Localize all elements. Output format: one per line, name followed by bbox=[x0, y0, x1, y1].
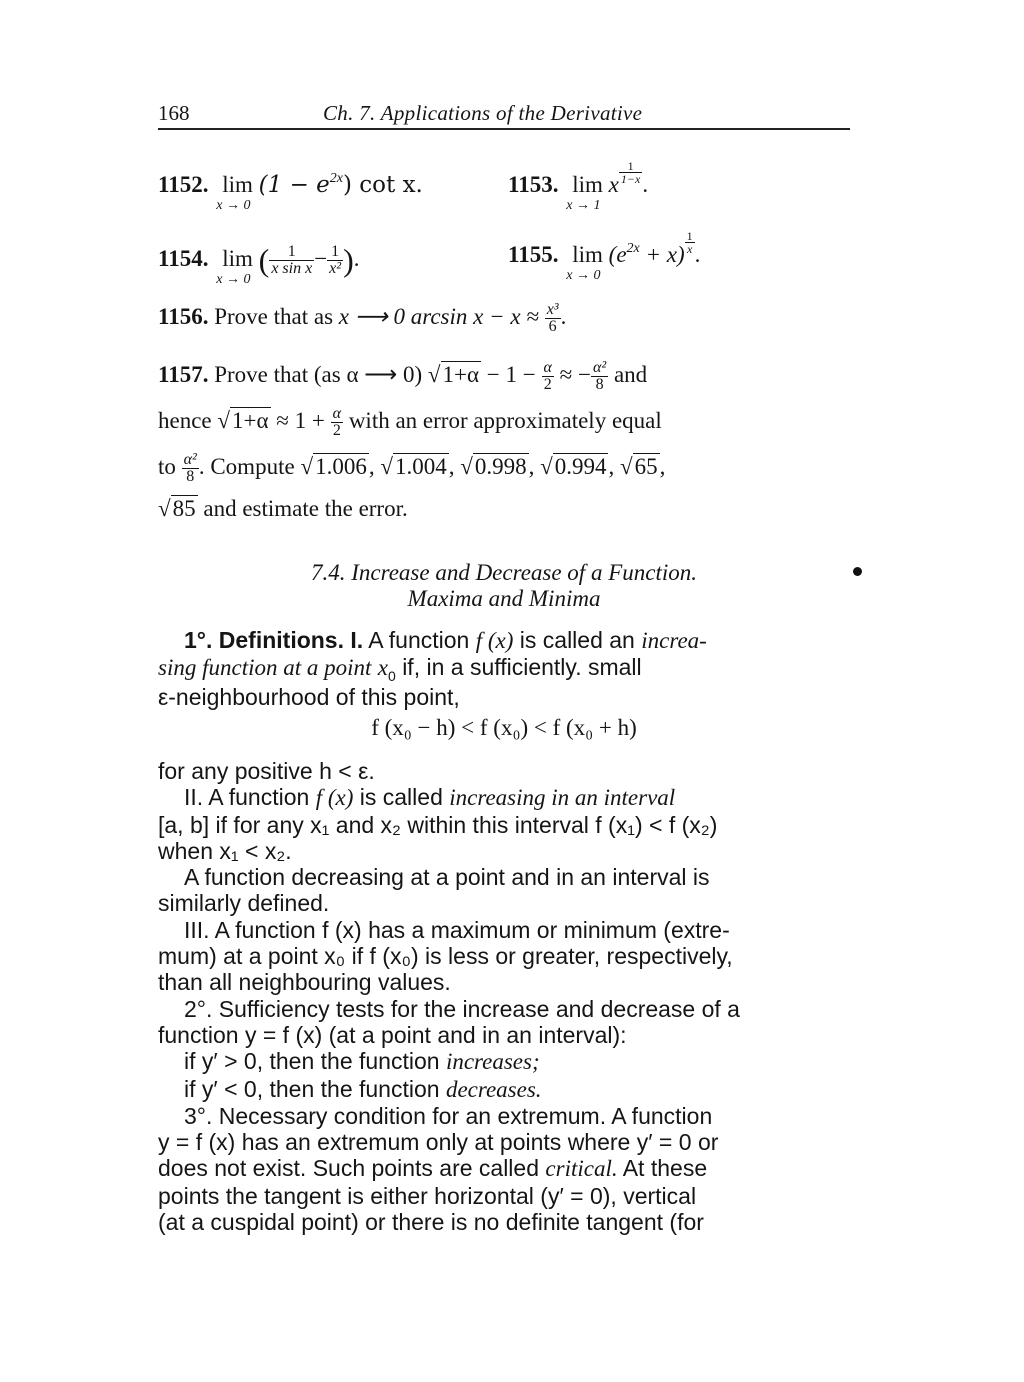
section-title-line1: 7.4. Increase and Decrease of a Function. bbox=[310, 560, 697, 585]
problem-1157-line1: 1157. Prove that (as α ⟶ 0) √1+α − 1 − $\frac{\alpha}{2}$ ≈ − $\frac{\text{α²}}{8}$ and bbox=[158, 359, 648, 393]
limit-operator: lim x → 0 bbox=[216, 245, 253, 287]
page-header bbox=[158, 101, 850, 129]
definitions-paragraph: 1°. Definitions. I. A function f (x) is called an increa- sing function at a point $x_0$ if, in a sufficiently. small ε-neighbourhood of this point, bbox=[158, 627, 707, 710]
problem-1157-line4: √85 and estimate the error. bbox=[158, 496, 408, 521]
limit-operator: lim x → 0 bbox=[216, 172, 253, 213]
page-number: 168 bbox=[158, 101, 190, 125]
definitions-continued: for any positive h < ε. II. A function f (x) is called increasing in an interval [a, b] if for any x₁ and x₂ within this interval f (x₁) < f (x₂) when x₁ < x₂. A function decreasing at a point and in an interval is similarly defined. III. A function f (x) has a maximum or minimum (extre- mum) at a point x₀ if f (x₀) is less or greater, respectively, than all neighbouring values. 2°. Sufficiency tests for the increase and decrease of a function y = f (x) (at a point and in an interval): if y′ > 0, then the function increases; if y′ < 0, then the function decreases. 3°. Necessary condition for an extremum. A function y = f (x) has an extremum only at points where y′ = 0 or does not exist. Such points are called critical. At these points the tangent is either horizontal (y′ = 0), vertical (at a cuspidal point) or there is no definite tangent (for bbox=[158, 758, 740, 1236]
problem-1153: 1153. lim x → 1 x $\frac{1}{1-x}$ . bbox=[508, 159, 649, 213]
problem-1154: 1154. lim x → 0 ( $\frac{1}{\text{x sin x}}$ − $\frac{1}{\text{x²}}$ ). bbox=[158, 242, 360, 287]
problem-1157-line3: to $\frac{\text{α²}}{8}$ . Compute √1.006, √1.004, √0.998, √0.994, √65, bbox=[158, 451, 666, 485]
inequality: f (x₀ − h) < f (x₀) < f (x₀ + h) bbox=[371, 715, 637, 740]
bullet-dot bbox=[853, 567, 862, 576]
header-rule bbox=[158, 128, 850, 130]
running-title: Ch. 7. Applications of the Derivative bbox=[323, 101, 643, 125]
problem-1157-line2: hence √1+α ≈ 1 + $\frac{\alpha}{2}$ with an error approximately equal bbox=[158, 405, 662, 439]
limit-operator: lim x → 0 bbox=[566, 242, 603, 283]
problem-1152: 1152. lim x → 0 $(1 - e^{2x})$ cot x. bbox=[158, 171, 423, 213]
limit-operator: lim x → 1 bbox=[566, 172, 603, 213]
problem-1155: 1155. lim x → 0 $(e^{2x} + x)$ $\frac{1}{x}$ . bbox=[508, 229, 701, 283]
problem-1156: 1156. Prove that as x ⟶ 0 arcsin x − x ≈ $\frac{\text{x³}}{6}$ . bbox=[158, 301, 567, 335]
section-title-line2: Maxima and Minima bbox=[407, 586, 601, 611]
